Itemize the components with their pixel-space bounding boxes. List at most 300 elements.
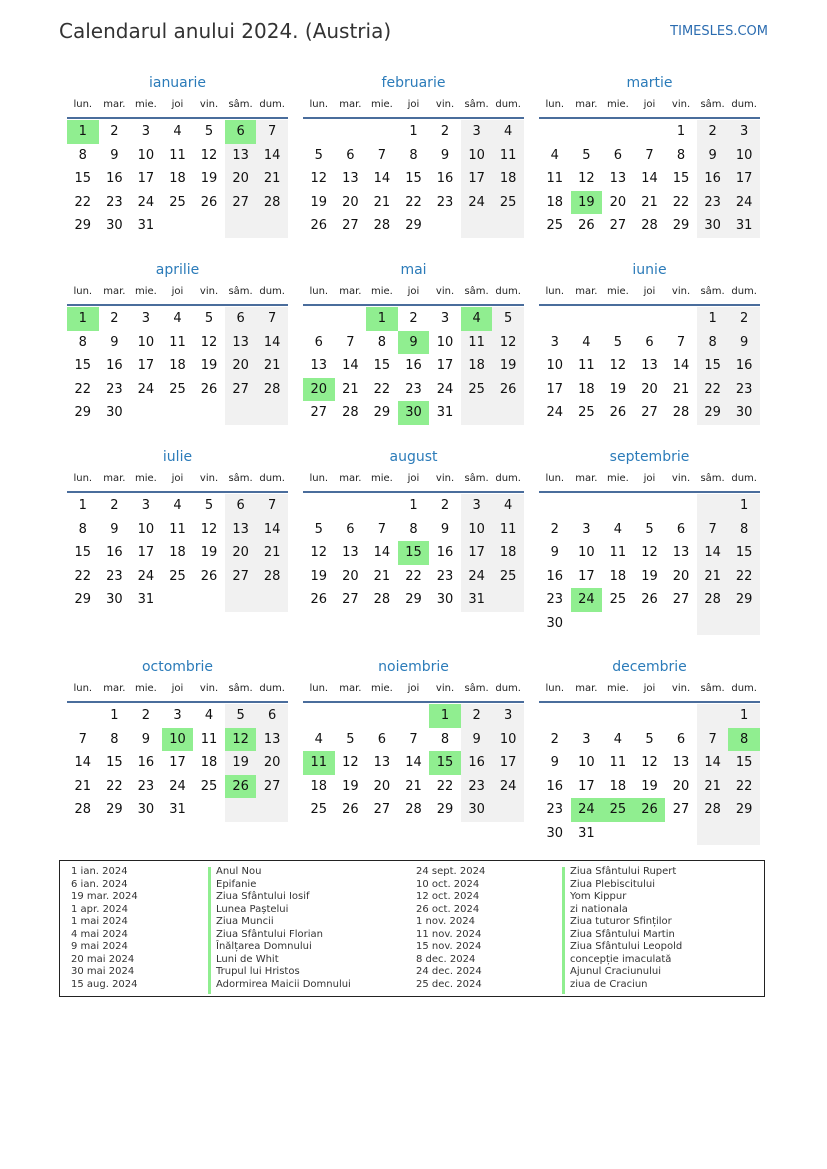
weekday-header: [539, 94, 760, 119]
month-name: martie: [626, 75, 673, 91]
day-grid: [67, 306, 288, 425]
day-cell: 27: [373, 802, 391, 817]
day-cell: 31: [436, 405, 454, 420]
weekday-label: mie.: [370, 286, 393, 297]
day-cell: 6: [256, 704, 288, 728]
weekday-header: [67, 94, 288, 119]
weekday-label: sâm.: [464, 473, 489, 484]
day-empty: [335, 704, 367, 728]
day-cell: 15: [728, 541, 760, 565]
day-cell: 24: [169, 778, 186, 794]
day-cell: 26: [310, 218, 328, 233]
day-cell: 15: [106, 755, 123, 770]
day-cell: 14: [697, 751, 729, 775]
day-cell: 30: [106, 405, 123, 420]
day-cell: 22: [728, 775, 760, 799]
day-empty: [225, 401, 257, 425]
day-cell: 15: [697, 354, 729, 378]
day-cell: 11: [200, 731, 218, 747]
day-cell: 29: [728, 798, 760, 822]
day-cell: 26: [609, 405, 627, 420]
weekday-label: mie.: [134, 473, 157, 484]
day-empty: [602, 612, 634, 636]
day-cell: 12: [342, 755, 359, 770]
day-grid: [303, 306, 524, 425]
day-cell: 28: [373, 592, 391, 607]
day-cell: 30: [106, 218, 123, 233]
day-cell: 7: [377, 521, 387, 537]
day-cell: 14: [256, 144, 288, 168]
day-cell: 28: [697, 588, 729, 612]
day-cell: 29: [672, 218, 690, 233]
legend-date: 30 mai 2024: [71, 966, 135, 977]
day-cell: 25: [492, 565, 524, 589]
day-cell: 10: [137, 334, 155, 350]
day-cell: 16: [697, 167, 729, 191]
weekday-label: sâm.: [228, 286, 253, 297]
day-cell: 27: [310, 405, 328, 420]
day-cell: 27: [641, 405, 658, 420]
day-cell: 23: [106, 568, 123, 584]
day-cell: 24: [436, 381, 454, 397]
day-cell: 19: [492, 354, 524, 378]
day-cell: 7: [256, 307, 288, 331]
day-cell: 31: [461, 588, 493, 612]
day-empty: [162, 588, 194, 612]
day-cell: 10: [436, 334, 454, 350]
day-cell: 29: [405, 592, 422, 607]
day-cell: 17: [461, 541, 493, 565]
day-empty: [162, 401, 194, 425]
day-cell: 22: [373, 381, 391, 397]
weekday-label: vin.: [671, 99, 691, 110]
day-cell: 21: [641, 194, 658, 210]
day-cell: 3: [461, 120, 493, 144]
month-name: decembrie: [612, 659, 687, 675]
day-cell: 29: [373, 405, 391, 420]
day-cell: 18: [169, 545, 186, 560]
day-grid: [67, 493, 288, 612]
day-cell: 14: [641, 171, 658, 186]
weekday-label: vin.: [199, 473, 219, 484]
day-cell: 2: [550, 731, 559, 747]
site-link[interactable]: TIMESLES.COM: [670, 24, 768, 39]
day-cell: 12: [310, 545, 328, 560]
day-cell: 27: [342, 592, 359, 607]
day-cell: 25: [492, 191, 524, 215]
day-empty: [634, 120, 666, 144]
day-cell: 28: [405, 802, 422, 817]
day-cell: 24: [137, 194, 155, 210]
day-cell: 13: [225, 331, 257, 355]
day-empty: [461, 401, 493, 425]
weekday-label: lun.: [545, 473, 565, 484]
weekday-label: joi: [643, 683, 656, 694]
day-empty: [602, 822, 634, 846]
day-cell: 9: [110, 521, 119, 537]
day-cell: 27: [342, 218, 359, 233]
day-cell: 16: [728, 354, 760, 378]
day-empty: [571, 307, 603, 331]
holiday-day: 1: [429, 704, 461, 728]
day-cell: 18: [546, 194, 564, 210]
day-cell: 6: [225, 307, 257, 331]
day-cell: 4: [613, 521, 623, 537]
day-empty: [665, 612, 697, 636]
day-cell: 10: [137, 147, 155, 163]
legend-date: 10 oct. 2024: [416, 878, 480, 890]
month-name: iulie: [162, 449, 193, 465]
day-empty: [571, 120, 603, 144]
day-cell: 17: [169, 755, 186, 770]
weekday-label: sâm.: [700, 473, 725, 484]
day-cell: 21: [373, 568, 391, 584]
weekday-label: joi: [171, 286, 184, 297]
day-cell: 13: [609, 171, 627, 186]
weekday-label: lun.: [309, 99, 329, 110]
holiday-day: 30: [398, 401, 430, 425]
day-cell: 29: [436, 802, 454, 817]
day-cell: 23: [405, 381, 422, 397]
day-cell: 23: [106, 381, 123, 397]
day-empty: [539, 120, 571, 144]
day-cell: 14: [672, 358, 690, 373]
legend-holiday-name: Ajunul Craciunului: [570, 966, 661, 977]
weekday-label: mar.: [339, 683, 362, 694]
legend-holiday-name: Ziua Muncii: [216, 916, 274, 927]
day-cell: 14: [74, 755, 92, 770]
weekday-header: [67, 281, 288, 306]
day-cell: 13: [342, 171, 359, 186]
day-grid: [303, 119, 524, 238]
day-empty: [225, 798, 257, 822]
month-decembrie: [539, 656, 760, 845]
day-cell: 29: [74, 405, 92, 420]
day-cell: 17: [578, 778, 595, 794]
day-cell: 26: [641, 592, 658, 607]
day-cell: 29: [74, 218, 92, 233]
weekday-label: joi: [643, 473, 656, 484]
weekday-label: dum.: [259, 286, 285, 297]
weekday-header: [303, 94, 524, 119]
day-cell: 9: [550, 545, 559, 560]
day-empty: [728, 822, 760, 846]
day-empty: [130, 401, 162, 425]
weekday-label: mie.: [606, 473, 629, 484]
day-grid: [539, 703, 760, 845]
day-cell: 7: [409, 731, 418, 747]
day-cell: 25: [461, 378, 493, 402]
month-octombrie: [67, 656, 288, 822]
day-cell: 25: [200, 778, 218, 794]
day-cell: 9: [440, 521, 450, 537]
day-cell: 26: [342, 802, 359, 817]
day-grid: [303, 493, 524, 612]
weekday-label: mar.: [339, 99, 362, 110]
day-cell: 9: [141, 731, 151, 747]
legend-holiday-name: Înălțarea Domnului: [216, 941, 312, 952]
day-cell: 30: [697, 214, 729, 238]
holiday-day: 19: [571, 191, 603, 215]
weekday-label: joi: [171, 683, 184, 694]
day-cell: 7: [697, 518, 729, 542]
legend-date: 20 mai 2024: [71, 953, 135, 965]
day-cell: 24: [461, 565, 493, 589]
day-cell: 5: [314, 521, 323, 537]
day-cell: 17: [137, 358, 155, 373]
day-empty: [665, 494, 697, 518]
weekday-label: sâm.: [228, 683, 253, 694]
day-empty: [602, 704, 634, 728]
day-cell: 15: [74, 545, 92, 560]
day-cell: 27: [609, 218, 627, 233]
holiday-day: 11: [303, 751, 335, 775]
day-cell: 26: [492, 378, 524, 402]
day-empty: [256, 798, 288, 822]
weekday-label: dum.: [495, 99, 521, 110]
day-cell: 12: [641, 755, 658, 770]
day-cell: 6: [377, 731, 387, 747]
day-cell: 5: [204, 498, 214, 513]
day-cell: 19: [200, 358, 218, 373]
day-cell: 7: [256, 494, 288, 518]
day-cell: 25: [609, 592, 627, 607]
day-cell: 16: [106, 545, 123, 560]
holiday-day: 10: [162, 728, 194, 752]
day-empty: [634, 822, 666, 846]
holiday-day: 20: [303, 378, 335, 402]
day-cell: 18: [310, 778, 328, 794]
day-cell: 5: [613, 334, 623, 350]
day-cell: 14: [373, 171, 391, 186]
day-empty: [492, 588, 524, 612]
day-cell: 8: [676, 147, 686, 163]
day-empty: [335, 494, 367, 518]
day-cell: 4: [204, 708, 214, 723]
day-cell: 17: [546, 381, 564, 397]
day-cell: 16: [436, 545, 454, 560]
month-name: mai: [400, 262, 427, 278]
day-cell: 18: [492, 541, 524, 565]
day-empty: [193, 401, 225, 425]
day-cell: 4: [173, 498, 182, 513]
day-empty: [256, 401, 288, 425]
month-iunie: [539, 259, 760, 425]
day-cell: 3: [440, 311, 450, 326]
weekday-label: sâm.: [700, 683, 725, 694]
day-cell: 24: [137, 568, 155, 584]
day-empty: [697, 612, 729, 636]
weekday-label: dum.: [731, 473, 757, 484]
weekday-label: lun.: [73, 286, 93, 297]
day-cell: 29: [106, 802, 123, 817]
day-cell: 24: [461, 191, 493, 215]
month-name: noiembrie: [378, 659, 449, 675]
weekday-label: mie.: [134, 99, 157, 110]
day-cell: 11: [609, 755, 627, 770]
day-cell: 7: [676, 334, 686, 350]
day-cell: 9: [440, 147, 450, 163]
weekday-label: joi: [643, 286, 656, 297]
day-cell: 2: [461, 704, 493, 728]
day-cell: 19: [310, 194, 328, 210]
weekday-label: dum.: [259, 683, 285, 694]
day-cell: 19: [200, 545, 218, 560]
day-cell: 1: [409, 124, 418, 139]
day-empty: [429, 214, 461, 238]
day-cell: 28: [342, 405, 359, 420]
legend-holiday-name: Ziua tuturor Sfinților: [570, 916, 672, 927]
day-cell: 23: [436, 194, 454, 210]
day-grid: [67, 119, 288, 238]
day-cell: 19: [200, 171, 218, 186]
day-cell: 4: [492, 120, 524, 144]
day-cell: 12: [641, 545, 658, 560]
day-cell: 25: [546, 218, 564, 233]
holiday-day: 25: [602, 798, 634, 822]
day-empty: [665, 704, 697, 728]
day-empty: [193, 588, 225, 612]
day-empty: [492, 798, 524, 822]
legend-holiday-name: Adormirea Maicii Domnului: [216, 978, 351, 990]
day-cell: 27: [672, 802, 690, 817]
day-cell: 7: [78, 731, 87, 747]
holiday-day: 24: [571, 588, 603, 612]
month-aprilie: [67, 259, 288, 425]
weekday-label: mar.: [575, 683, 598, 694]
day-grid: [539, 119, 760, 238]
weekday-label: vin.: [199, 286, 219, 297]
day-cell: 23: [697, 191, 729, 215]
month-name: aprilie: [155, 262, 200, 278]
day-cell: 17: [728, 167, 760, 191]
day-cell: 19: [641, 778, 658, 794]
day-cell: 6: [225, 494, 257, 518]
weekday-header: [539, 281, 760, 306]
day-cell: 8: [728, 518, 760, 542]
day-cell: 18: [169, 171, 186, 186]
day-cell: 24: [728, 191, 760, 215]
weekday-label: dum.: [259, 473, 285, 484]
day-empty: [539, 494, 571, 518]
day-grid: [539, 493, 760, 635]
weekday-label: lun.: [309, 286, 329, 297]
day-cell: 8: [377, 334, 387, 350]
day-empty: [461, 214, 493, 238]
day-cell: 18: [169, 358, 186, 373]
day-cell: 7: [697, 728, 729, 752]
day-empty: [366, 120, 398, 144]
day-cell: 10: [546, 358, 564, 373]
holiday-day: 1: [366, 307, 398, 331]
day-cell: 28: [672, 405, 690, 420]
day-cell: 17: [461, 167, 493, 191]
day-empty: [634, 612, 666, 636]
day-empty: [697, 704, 729, 728]
day-cell: 26: [200, 194, 218, 210]
day-cell: 26: [200, 381, 218, 397]
day-cell: 3: [728, 120, 760, 144]
day-cell: 16: [436, 171, 454, 186]
day-cell: 17: [578, 568, 595, 584]
weekday-label: vin.: [435, 473, 455, 484]
day-cell: 5: [314, 147, 323, 163]
day-cell: 21: [697, 565, 729, 589]
month-ianuarie: [67, 72, 288, 238]
weekday-label: joi: [171, 99, 184, 110]
legend-date: 6 ian. 2024: [71, 878, 128, 890]
day-empty: [492, 214, 524, 238]
month-name: ianuarie: [148, 75, 207, 91]
day-cell: 6: [314, 334, 323, 350]
day-cell: 2: [141, 708, 151, 723]
day-cell: 10: [728, 144, 760, 168]
legend-holiday-name: Ziua Plebiscitului: [570, 878, 655, 890]
day-cell: 10: [578, 755, 595, 770]
weekday-label: lun.: [73, 99, 93, 110]
weekday-label: mie.: [370, 683, 393, 694]
day-cell: 18: [578, 381, 595, 397]
day-cell: 30: [728, 401, 760, 425]
day-cell: 20: [672, 568, 690, 584]
legend-holiday-name: Epifanie: [216, 878, 257, 890]
weekday-label: mar.: [103, 99, 126, 110]
day-cell: 24: [546, 405, 564, 420]
weekday-header: [303, 468, 524, 493]
day-cell: 1: [728, 494, 760, 518]
weekday-label: lun.: [545, 286, 565, 297]
legend-date: 1 ian. 2024: [71, 866, 128, 877]
day-grid: [303, 703, 524, 822]
legend-holiday-name: Trupul lui Hristos: [216, 966, 300, 977]
weekday-label: mar.: [575, 286, 598, 297]
legend-date: 12 oct. 2024: [416, 891, 480, 902]
day-cell: 16: [546, 568, 564, 584]
month-august: [303, 446, 524, 612]
day-cell: 29: [697, 401, 729, 425]
day-cell: 13: [373, 755, 391, 770]
day-cell: 30: [137, 802, 155, 817]
weekday-header: [303, 678, 524, 703]
day-cell: 3: [492, 704, 524, 728]
day-cell: 11: [609, 545, 627, 560]
day-cell: 5: [204, 124, 214, 139]
day-cell: 23: [106, 194, 123, 210]
day-cell: 25: [169, 381, 186, 397]
day-cell: 7: [377, 147, 387, 163]
day-cell: 5: [645, 521, 654, 537]
day-empty: [634, 704, 666, 728]
day-cell: 5: [645, 731, 654, 747]
weekday-header: [303, 281, 524, 306]
day-cell: 22: [405, 194, 422, 210]
legend-holiday-name: Ziua Sfântului Iosif: [216, 891, 310, 902]
weekday-header: [67, 468, 288, 493]
day-cell: 15: [74, 358, 92, 373]
legend-date: 19 mar. 2024: [71, 891, 138, 902]
day-cell: 4: [582, 334, 591, 350]
day-cell: 22: [697, 378, 729, 402]
day-empty: [193, 798, 225, 822]
day-cell: 28: [74, 802, 92, 817]
weekday-label: mar.: [103, 286, 126, 297]
holiday-day: 6: [225, 120, 257, 144]
day-cell: 21: [256, 354, 288, 378]
day-cell: 20: [342, 568, 359, 584]
holiday-day: 12: [225, 728, 257, 752]
day-cell: 22: [106, 778, 123, 794]
day-cell: 30: [106, 592, 123, 607]
